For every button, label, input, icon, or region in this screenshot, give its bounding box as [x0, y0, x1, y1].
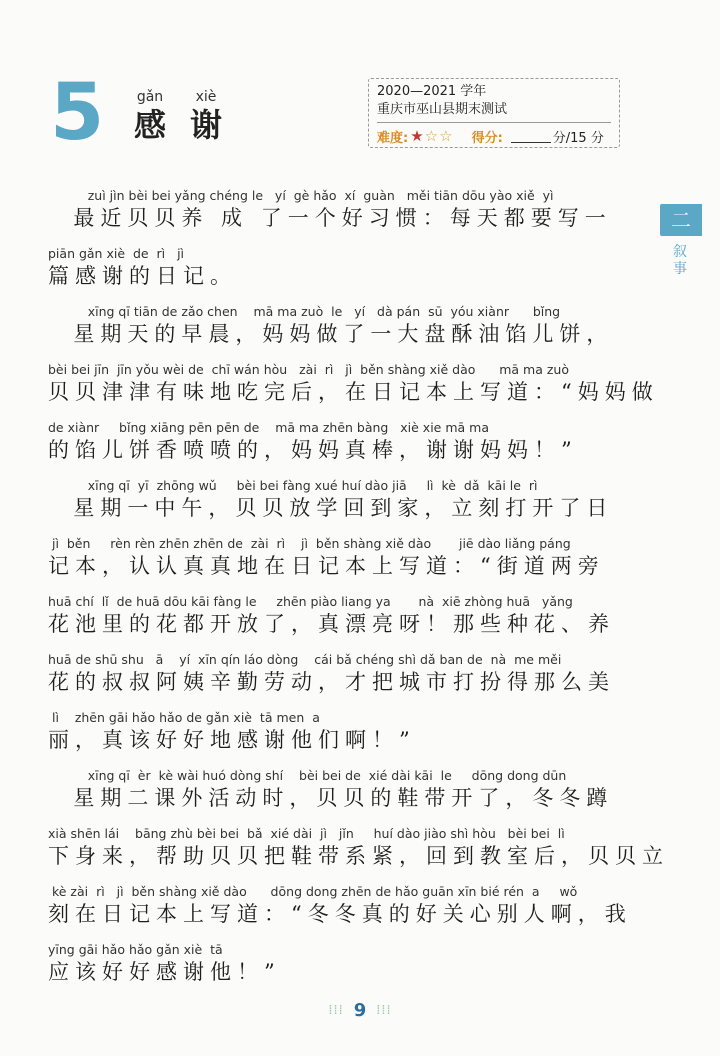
- lesson-title: [122, 88, 234, 144]
- pinyin-line: kè zài rì jì běn shàng xiě dào dōng dong zhēn de hǎo guān xīn bié rén a wǒ: [48, 884, 578, 899]
- text-line: [48, 420, 720, 472]
- title-char: [178, 88, 234, 144]
- pinyin-line: xīng qī tiān de zǎo chen mā ma zuò le yí dà pán sū yóu xiànr bǐng: [48, 304, 561, 319]
- hanzi-line: 下身来，帮助贝贝把鞋带系紧，回到教室后，贝贝立: [48, 844, 669, 868]
- school-year: 2020—2021 学年: [377, 84, 487, 99]
- text-line: [48, 246, 720, 298]
- text-line: [48, 478, 720, 530]
- hanzi-line: 丽，真该好好地感谢他们啊！”: [48, 728, 416, 752]
- pinyin-line: jì běn rèn rèn zhēn zhēn de zài rì jì běn shàng xiě dào jiē dào liǎng páng: [48, 536, 571, 551]
- unit-category: 叙事: [673, 244, 687, 277]
- page-number-footer: [302, 996, 418, 1024]
- hanzi-line: 的馅儿饼香喷喷的，妈妈真棒，谢谢妈妈！”: [48, 438, 578, 462]
- pinyin-line: lì zhēn gāi hǎo hǎo de gǎn xiè tā men a: [48, 710, 320, 725]
- pinyin-line: huā chí lǐ de huā dōu kāi fàng le zhēn piào liang ya nà xiē zhòng huā yǎng: [48, 594, 573, 609]
- hanzi-line: 记本，认认真真地在日记本上写道：“街道两旁: [48, 554, 605, 578]
- unit-tab: 二: [660, 204, 702, 236]
- exam-name: 重庆市巫山县期末测试: [377, 102, 508, 117]
- text-line: [48, 768, 720, 820]
- score-total: 分/15 分: [552, 131, 604, 146]
- score-label: 得分:: [471, 131, 503, 146]
- text-line: [48, 942, 720, 994]
- star-filled-icon: ★: [410, 127, 424, 145]
- hanzi-line: 花的叔叔阿姨辛勤劳动，才把城市打扮得那么美: [48, 670, 615, 694]
- pinyin-line: huā de shū shu ā yí xīn qín láo dòng cái bǎ chéng shì dǎ ban de nà me měi: [48, 652, 562, 667]
- hanzi-line: 篇感谢的日记。: [48, 264, 237, 288]
- star-empty-icon: ☆: [424, 127, 439, 145]
- hanzi-line: 星期一中午，贝贝放学回到家，立刻打开了日: [48, 496, 614, 520]
- pinyin-line: yīng gāi hǎo hǎo gǎn xiè tā: [48, 942, 223, 957]
- text-line: [48, 536, 720, 588]
- pinyin-line: bèi bei jīn jīn yǒu wèi de chī wán hòu zài rì jì běn shàng xiě dào mā ma zuò: [48, 362, 569, 377]
- text-line: [48, 304, 720, 356]
- hanzi-line: 星期天的早晨，妈妈做了一大盘酥油馅儿饼，: [48, 322, 614, 346]
- text-line: [48, 594, 720, 646]
- text-line: [48, 826, 720, 878]
- lesson-number: 5: [50, 68, 105, 158]
- hanzi-line: 贝贝津津有味地吃完后，在日记本上写道：“妈妈做: [48, 380, 659, 404]
- title-hanzi: 感: [133, 106, 166, 144]
- text-line: [48, 710, 720, 762]
- pinyin-line: zuì jìn bèi bei yǎng chéng le yí gè hǎo xí guàn měi tiān dōu yào xiě yì: [48, 188, 554, 203]
- hanzi-line: 应该好好感谢他！”: [48, 960, 281, 984]
- page-number-decoration-right: ⁞⁞⁞: [376, 1002, 392, 1018]
- pinyin-line: de xiànr bǐng xiāng pēn pēn de mā ma zhēn bàng xiè xie mā ma: [48, 420, 489, 435]
- exam-info-box: [368, 78, 620, 148]
- star-empty-icon: ☆: [439, 127, 453, 145]
- title-char: [122, 88, 178, 144]
- difficulty-stars: [410, 129, 453, 144]
- text-line: [48, 652, 720, 704]
- title-pinyin: xiè: [195, 89, 217, 105]
- pinyin-line: xīng qī èr kè wài huó dòng shí bèi bei de xié dài kāi le dōng dong dūn: [48, 768, 567, 783]
- pinyin-line: piān gǎn xiè de rì jì: [48, 246, 185, 261]
- title-pinyin: gǎn: [136, 89, 164, 105]
- text-line: [48, 188, 720, 240]
- page-number-decoration-left: ⁞⁞⁞: [328, 1002, 344, 1018]
- hanzi-line: 刻在日记本上写道：“冬冬真的好关心别人啊，我: [48, 902, 632, 926]
- hanzi-line: 最近贝贝养 成 了一个好习惯：每天都要写一: [48, 206, 612, 230]
- title-hanzi: 谢: [189, 106, 222, 144]
- info-divider: [377, 122, 611, 123]
- score-blank: [511, 130, 551, 143]
- text-line: [48, 362, 720, 414]
- pinyin-line: xīng qī yī zhōng wǔ bèi bei fàng xué huí dào jiā lì kè dǎ kāi le rì: [48, 478, 538, 493]
- difficulty-score-row: [377, 127, 611, 146]
- hanzi-line: 星期二课外活动时，贝贝的鞋带开了，冬冬蹲: [48, 786, 614, 810]
- difficulty-label: 难度:: [377, 131, 409, 146]
- hanzi-line: 花池里的花都开放了，真漂亮呀！那些种花、养: [48, 612, 615, 636]
- pinyin-line: xià shēn lái bāng zhù bèi bei bǎ xié dài jì jǐn huí dào jiào shì hòu bèi bei lì: [48, 826, 565, 841]
- text-line: [48, 884, 720, 936]
- page-number: 9: [353, 999, 367, 1021]
